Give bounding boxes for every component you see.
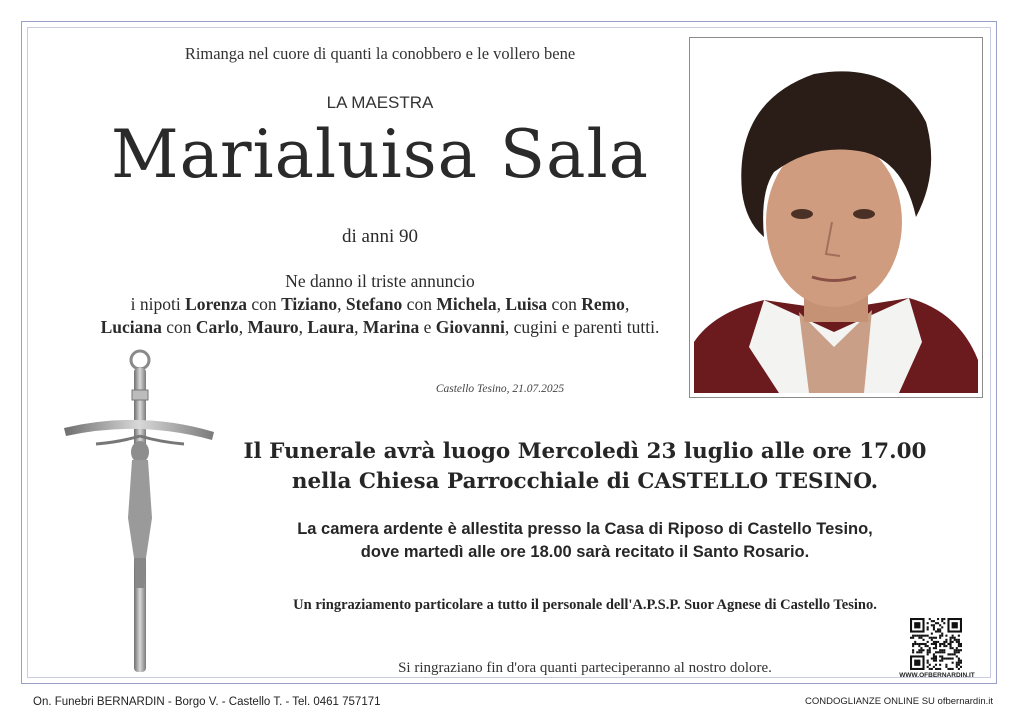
announcement-line-1: Ne danno il triste annuncio	[285, 271, 475, 291]
relative-name: Luciana	[100, 317, 162, 337]
announcement-text: con	[161, 317, 196, 337]
qr-website-label[interactable]: WWW.OFBERNARDIN.IT	[899, 672, 975, 679]
portrait-photo	[689, 37, 983, 398]
relative-name: Stefano	[345, 294, 403, 314]
announcement-text: ,	[354, 317, 363, 337]
announcement-text: e	[419, 317, 436, 337]
deceased-age: di anni 90	[342, 226, 418, 247]
relative-name: Carlo	[195, 317, 239, 337]
relative-name: Lorenza	[185, 294, 248, 314]
announcement-text: i nipoti	[130, 294, 186, 314]
announcement-text: ,	[238, 317, 248, 337]
portrait-image	[694, 42, 978, 393]
relative-name: Tiziano	[281, 294, 338, 314]
announcement-text: ,	[624, 294, 630, 314]
relative-name: Marina	[362, 317, 420, 337]
deceased-name: Marialuisa Sala	[111, 116, 649, 193]
relative-name: Mauro	[247, 317, 299, 337]
wake-info	[215, 518, 955, 564]
relative-name: Remo	[581, 294, 625, 314]
relative-name: Laura	[307, 317, 355, 337]
crucifix-image	[60, 348, 220, 676]
date-place: Castello Tesino, 21.07.2025	[435, 383, 565, 395]
funeral-home-contact: On. Funebri BERNARDIN - Borgo V. - Castello T. - Tel. 0461 757171	[33, 696, 381, 708]
wake-line-1: La camera ardente è allestita presso la Casa di Riposo di Castello Tesino,	[297, 520, 873, 538]
deceased-title: LA MAESTRA	[326, 93, 434, 112]
announcement-line-2	[60, 293, 700, 316]
announcement-text: , cugini e parenti tutti.	[504, 317, 660, 337]
announcement-text: ,	[337, 294, 346, 314]
announcement-text: con	[247, 294, 282, 314]
funeral-line-2: nella Chiesa Parrocchiale di CASTELLO TESINO.	[291, 469, 879, 494]
announcement-line-3	[60, 316, 700, 339]
closing-thanks: Si ringraziano fin d'ora quanti parteciperanno al nostro dolore.	[398, 660, 772, 676]
wake-line-2: dove martedì alle ore 18.00 sarà recitato il Santo Rosario.	[360, 543, 810, 561]
announcement-text: con	[402, 294, 437, 314]
online-condolences-link[interactable]: CONDOGLIANZE ONLINE SU ofbernardin.it	[805, 696, 993, 707]
announcement	[60, 270, 700, 339]
qr-code-icon[interactable]	[910, 618, 962, 670]
staff-thanks: Un ringraziamento particolare a tutto il personale dell'A.P.S.P. Suor Agnese di Castello Tesino.	[293, 597, 877, 613]
relative-name: Giovanni	[435, 317, 505, 337]
funeral-line-1: Il Funerale avrà luogo Mercoledì 23 luglio alle ore 17.00	[243, 439, 927, 464]
memorial-quote: Rimanga nel cuore di quanti la conobbero e le vollero bene	[184, 44, 576, 63]
relative-name: Michela	[436, 294, 497, 314]
relative-name: Luisa	[505, 294, 548, 314]
announcement-text: ,	[298, 317, 308, 337]
funeral-info	[215, 437, 955, 497]
announcement-text: ,	[496, 294, 506, 314]
announcement-text: con	[547, 294, 582, 314]
